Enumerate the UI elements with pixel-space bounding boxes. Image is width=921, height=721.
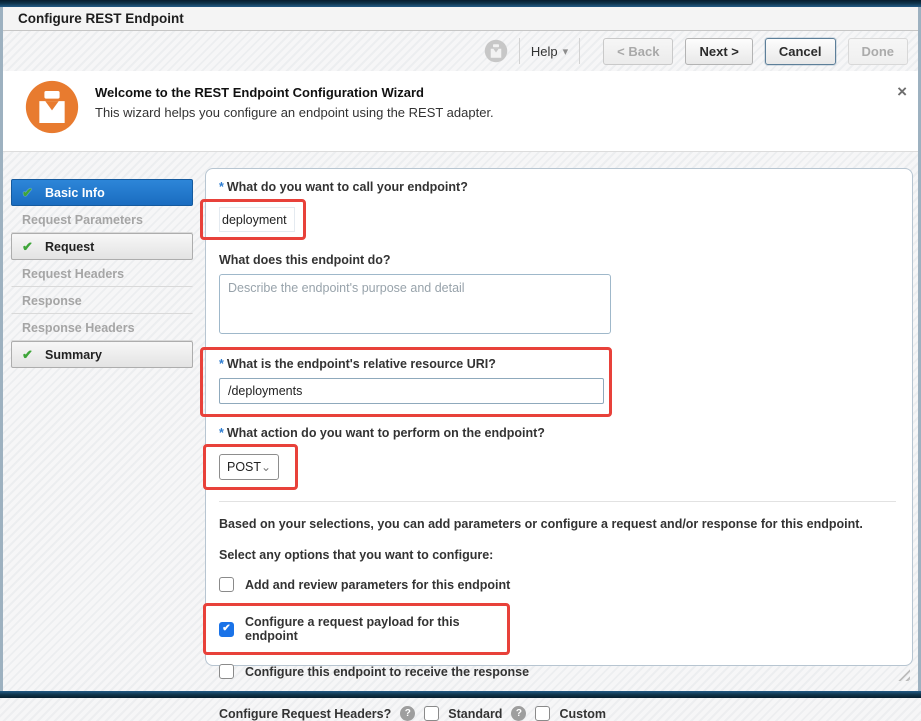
help-menu[interactable] [531,44,568,59]
required-marker: * [219,357,224,371]
option-label: Add and review parameters for this endpoint [245,577,511,592]
endpoint-description-question: What does this endpoint do? [219,253,391,267]
options-prompt-text: Select any options that you want to configure: [219,548,494,562]
endpoint-name-input[interactable] [219,207,295,232]
request-headers-row [219,706,896,721]
option-row-response [219,664,896,679]
sidebar-item-response[interactable] [11,287,193,314]
sidebar-item-basic-info[interactable] [11,179,193,206]
response-checkbox[interactable] [219,664,234,679]
sidebar-item-request-headers[interactable] [11,260,193,287]
sidebar-item-label: Request Headers [22,266,125,281]
check-icon: ✔ [222,623,231,634]
section-divider [219,501,896,502]
dialog-title: Configure REST Endpoint [3,7,918,31]
wizard-toolbar [3,31,918,71]
back-button[interactable]: < Back [603,38,673,65]
sidebar-item-response-headers[interactable] [11,314,193,341]
relative-uri-input[interactable] [219,378,604,404]
toolbar-divider [519,38,520,64]
options-intro-text: Based on your selections, you can add parameters or configure a request and/or response for this endpoint. [219,517,863,531]
adapter-status-icon [484,39,508,63]
done-button[interactable]: Done [848,38,909,65]
parameters-checkbox[interactable] [219,577,234,592]
sidebar-item-request[interactable] [11,233,193,260]
option-row-parameters [219,577,896,592]
welcome-title: Welcome to the REST Endpoint Configuration Wizard [95,85,424,100]
check-icon: ✔ [22,184,33,200]
help-question-icon[interactable]: ? [511,706,526,721]
wizard-steps-sidebar [11,179,193,368]
toolbar-divider [579,38,580,64]
annotation-box-payload-option [203,603,510,655]
required-marker: * [219,180,224,194]
action-selected-value: POST [227,460,262,474]
help-question-icon[interactable]: ? [400,706,415,721]
custom-headers-checkbox[interactable] [535,706,550,721]
chevron-down-icon: ▾ [562,45,569,58]
option-label: Configure this endpoint to receive the response [245,664,530,679]
basic-info-panel [205,168,913,721]
welcome-banner [3,71,918,152]
endpoint-description-textarea[interactable] [219,274,611,334]
custom-headers-label: Custom [559,706,606,721]
option-label: Configure a request payload for this endpoint [245,615,460,643]
sidebar-item-label: Request Parameters [22,212,143,227]
cancel-button[interactable]: Cancel [765,38,836,65]
window-top-border [0,0,921,7]
sidebar-item-request-parameters[interactable] [11,206,193,233]
annotation-box-uri [200,347,612,417]
required-marker: * [219,426,224,440]
relative-uri-question: * What is the endpoint's relative resource URI? [219,357,496,371]
annotation-box-name [200,199,306,240]
sidebar-item-label: Response Headers [22,320,135,335]
window-bottom-border [0,691,921,698]
endpoint-name-question: * What do you want to call your endpoint? [219,180,468,194]
request-payload-checkbox[interactable] [219,622,234,637]
help-label: Help [530,43,558,59]
sidebar-item-label: Request [45,239,95,254]
welcome-subtitle: This wizard helps you configure an endpoint using the REST adapter. [95,105,494,120]
check-icon: ✔ [22,346,33,362]
sidebar-item-label: Summary [45,347,102,362]
check-icon: ✔ [22,238,33,254]
next-button[interactable]: Next > [685,38,752,65]
chevron-down-icon: ⌄ [261,460,272,474]
standard-headers-checkbox[interactable] [424,706,439,721]
standard-headers-label: Standard [448,706,503,721]
rest-adapter-icon [25,80,79,134]
option-row-request-payload [219,615,495,643]
sidebar-item-label: Response [22,293,82,308]
sidebar-item-summary[interactable] [11,341,193,368]
close-icon[interactable]: × [897,82,907,101]
annotation-box-action [203,444,298,490]
action-question: * What action do you want to perform on the endpoint? [219,426,545,440]
request-headers-question: Configure Request Headers? [219,706,392,721]
action-select[interactable] [219,454,279,480]
sidebar-item-label: Basic Info [45,185,105,200]
wizard-body [3,152,918,721]
